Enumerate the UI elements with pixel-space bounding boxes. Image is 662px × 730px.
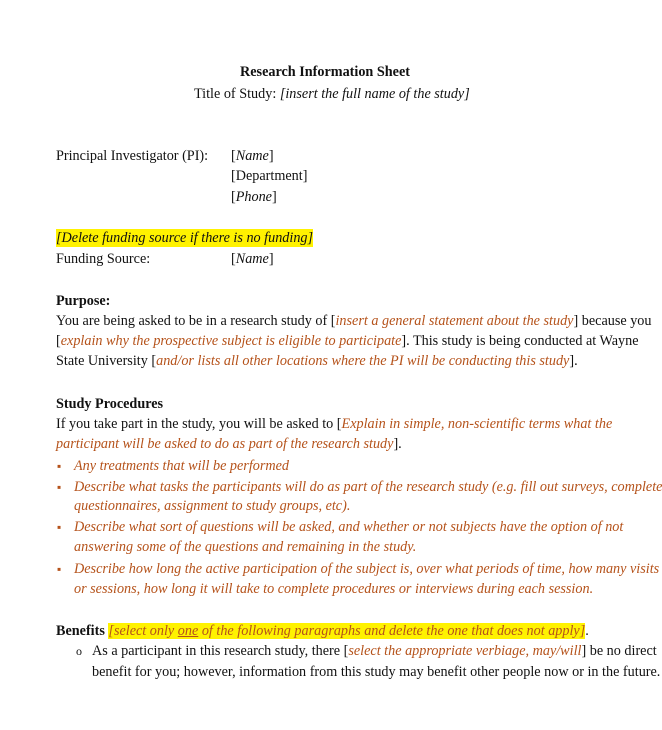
purpose-line-2: [explain why the prospective subject is eligible to participate]. This study is being conducted at Wayne — [56, 333, 639, 349]
bullet-icon: ▪ — [57, 480, 62, 494]
procedure-bullet-4-cont: or sessions, how long it will take to complete procedures or interviews during each session. — [74, 581, 594, 597]
funding-label: Funding Source: — [56, 251, 151, 267]
pi-phone: [Phone] — [231, 189, 277, 205]
procedure-bullet-2: Describe what tasks the participants will do as part of the research study (e.g. fill out surveys, complete — [74, 479, 662, 495]
study-title-label: Title of Study: — [194, 86, 280, 102]
procedure-bullet-1: Any treatments that will be performed — [74, 458, 290, 474]
procedure-bullet-2-cont: questionnaires, assignment to study groups, etc). — [74, 498, 351, 514]
circle-bullet-icon: o — [76, 644, 82, 658]
benefits-option-line-2: benefit for you; however, information from this study may benefit other people now or in the future. — [92, 664, 661, 680]
document-title: Research Information Sheet — [240, 64, 410, 80]
bullet-icon: ▪ — [57, 562, 62, 576]
benefits-line: Benefits [select only one of the following paragraphs and delete the one that does not apply]. — [56, 623, 589, 639]
pi-department: [Department] — [231, 168, 308, 184]
benefits-note: [select only one of the following paragraphs and delete the one that does not apply] — [108, 623, 586, 639]
procedures-line-1: If you take part in the study, you will be asked to [Explain in simple, non-scientific terms what the — [56, 416, 613, 432]
procedures-heading: Study Procedures — [56, 396, 164, 412]
funding-note: [Delete funding source if there is no funding] — [56, 230, 314, 246]
bullet-icon: ▪ — [57, 459, 62, 473]
purpose-heading: Purpose: — [56, 293, 111, 309]
procedure-bullet-3: Describe what sort of questions will be asked, and whether or not subjects have the option of not — [74, 519, 624, 535]
benefits-heading: Benefits — [56, 623, 105, 639]
procedures-line-2: participant will be asked to do as part of the research study]. — [56, 436, 402, 452]
procedure-bullet-4: Describe how long the active participation of the subject is, over what periods of time, how many visits — [74, 561, 660, 577]
study-title-line — [194, 85, 470, 103]
bullet-icon: ▪ — [57, 520, 62, 534]
purpose-line-1: You are being asked to be in a research study of [insert a general statement about the study] because you — [56, 313, 652, 329]
procedure-bullet-3-cont: answering some of the questions and remaining in the study. — [74, 539, 417, 555]
study-title-placeholder: [insert the full name of the study] — [279, 86, 470, 102]
funding-name: [Name] — [231, 251, 274, 267]
pi-name: [Name] — [231, 148, 274, 164]
pi-label: Principal Investigator (PI): — [56, 148, 209, 164]
benefits-option-line-1: As a participant in this research study, there [select the appropriate verbiage, may/will] be no direct — [92, 643, 657, 659]
purpose-line-3: State University [and/or lists all other locations where the PI will be conducting this study]. — [56, 353, 578, 369]
